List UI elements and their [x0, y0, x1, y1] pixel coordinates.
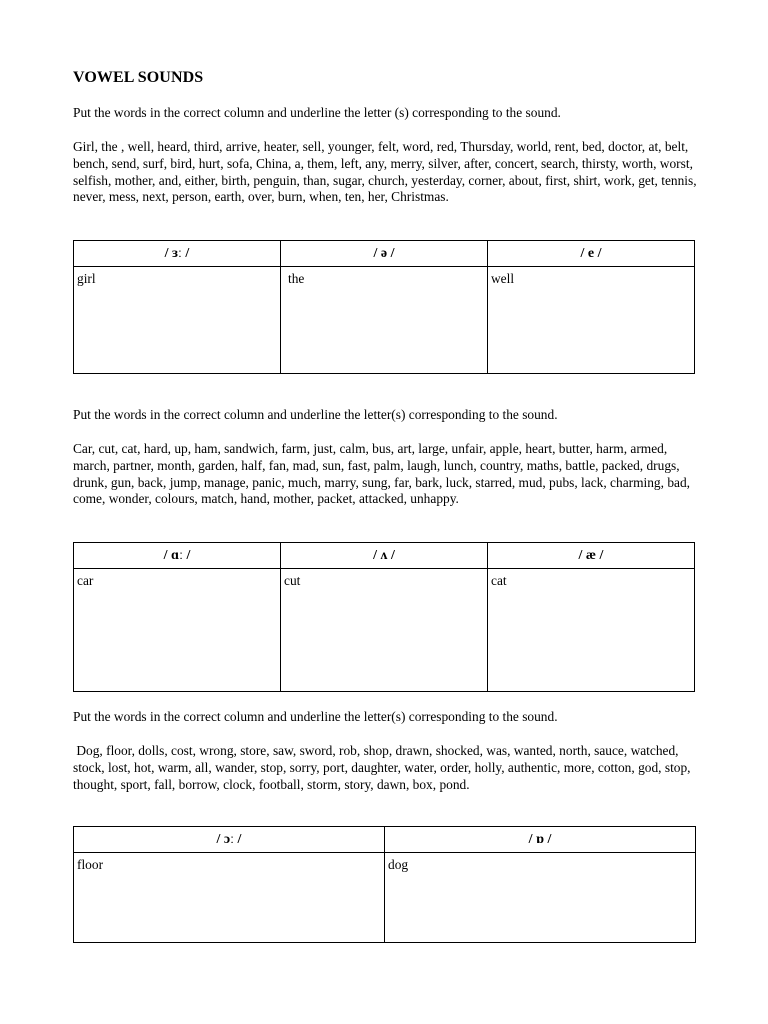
sound-table-2	[73, 542, 695, 692]
column-header: / e /	[488, 241, 695, 267]
column-header: / ɑː /	[74, 543, 281, 569]
table-body-row	[74, 569, 695, 692]
answer-cell[interactable]	[488, 267, 695, 374]
word-list-1: Girl, the , well, heard, third, arrive, heater, sell, younger, felt, word, red, Thursday, world, rent, bed, doctor, at, belt, bench, send, surf, bird, hurt, sofa, China, a, them, left, any, merry, silver, after, concert, search, thirsty, worth, worst, selfish, mother, and, either, birth, penguin, than, sugar, church, yesterday, corner, about, first, shirt, work, get, tennis, never, mess, next, person, earth, over, burn, when, ten, her, Christmas.	[73, 139, 697, 205]
example-word: dog	[388, 857, 409, 872]
instruction-2: Put the words in the correct column and underline the letter(s) corresponding to the sound.	[73, 407, 558, 422]
instruction-3: Put the words in the correct column and underline the letter(s) corresponding to the sound.	[73, 709, 558, 724]
column-header: / ɒ /	[385, 827, 696, 853]
table-header-row	[74, 241, 695, 267]
sound-table-1	[73, 240, 695, 374]
example-word: cut	[284, 573, 301, 588]
example-word: the	[288, 271, 305, 286]
answer-cell[interactable]	[74, 853, 385, 943]
table-header-row	[74, 543, 695, 569]
column-header: / ə /	[281, 241, 488, 267]
column-header: / ɔː /	[74, 827, 385, 853]
word-list-2: Car, cut, cat, hard, up, ham, sandwich, farm, just, calm, bus, art, large, unfair, apple, heart, butter, harm, armed, march, partner, month, garden, half, fan, mad, sun, fast, palm, laugh, lunch, country, maths, battle, packed, drugs, drunk, gun, back, jump, manage, panic, much, marry, sung, far, bark, luck, starred, mud, pubs, lack, charming, bad, come, wonder, colours, match, hand, mother, packet, attacked, unhappy.	[73, 441, 690, 507]
answer-cell[interactable]	[74, 569, 281, 692]
column-header: / ɜː /	[74, 241, 281, 267]
answer-cell[interactable]	[74, 267, 281, 374]
column-header: / ʌ /	[281, 543, 488, 569]
table-header-row	[74, 827, 696, 853]
answer-cell[interactable]	[488, 569, 695, 692]
example-word: cat	[491, 573, 507, 588]
instruction-1: Put the words in the correct column and underline the letter (s) corresponding to the sound.	[73, 105, 561, 120]
table-body-row	[74, 267, 695, 374]
column-header: / æ /	[488, 543, 695, 569]
example-word: girl	[77, 271, 96, 286]
example-word: floor	[77, 857, 104, 872]
page-title: VOWEL SOUNDS	[73, 69, 204, 86]
answer-cell[interactable]	[281, 267, 488, 374]
sound-table-3	[73, 826, 696, 943]
table-body-row	[74, 853, 696, 943]
answer-cell[interactable]	[385, 853, 696, 943]
word-list-3: Dog, floor, dolls, cost, wrong, store, saw, sword, rob, shop, drawn, shocked, was, wanted, north, sauce, watched, stock, lost, hot, warm, all, wander, stop, sorry, port, daughter, water, order, holly, authentic, more, cotton, god, stop, thought, sport, fall, borrow, clock, football, storm, story, dawn, box, pond.	[73, 743, 694, 792]
example-word: car	[77, 573, 94, 588]
answer-cell[interactable]	[281, 569, 488, 692]
example-word: well	[491, 271, 515, 286]
